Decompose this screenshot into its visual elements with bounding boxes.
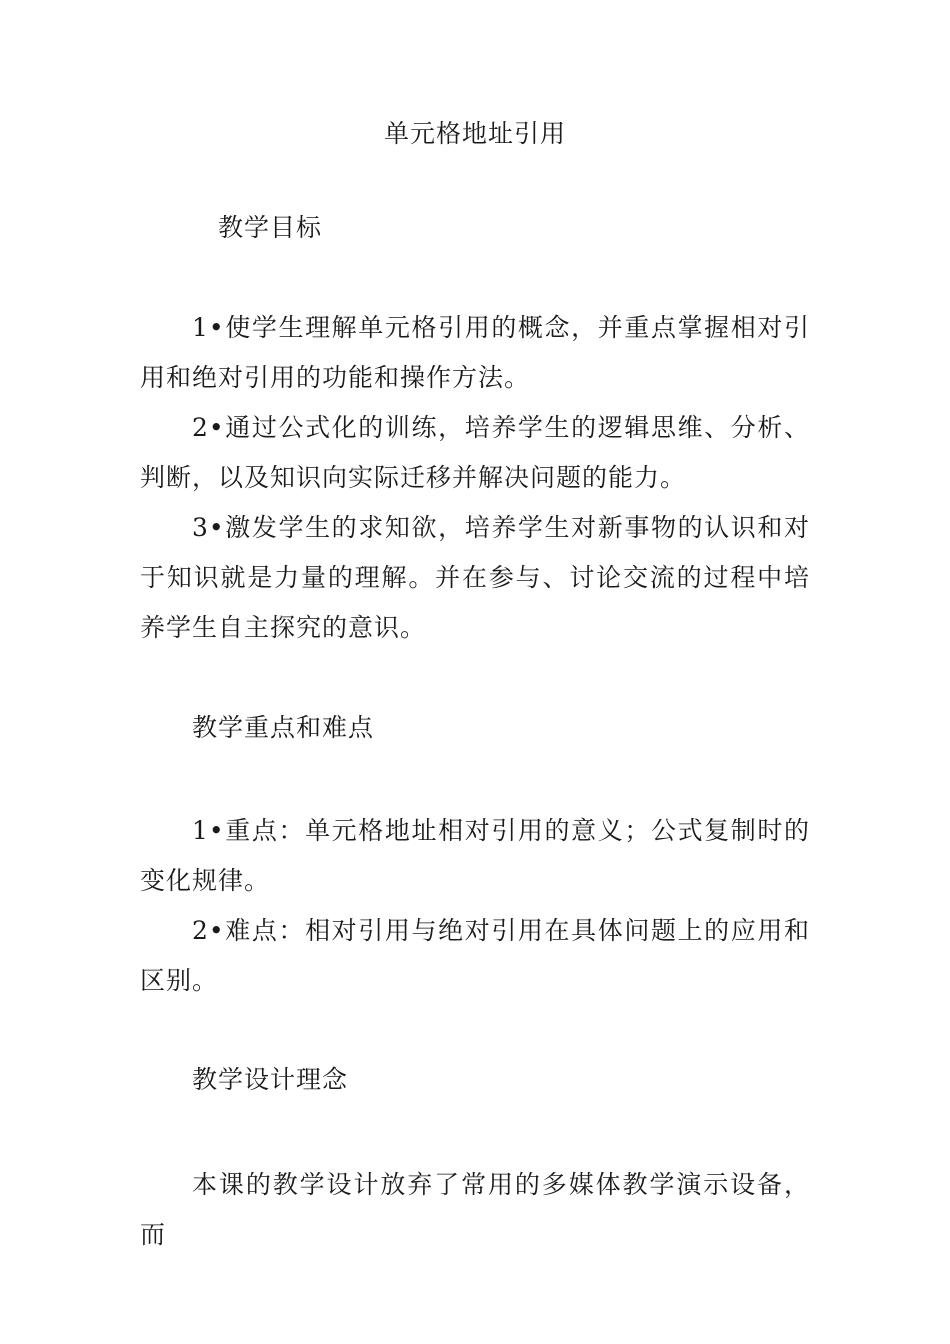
objective-item-1: 1•使学生理解单元格引用的概念，并重点掌握相对引用和绝对引用的功能和操作方法。: [140, 313, 810, 392]
section-heading-design-concept: 教学设计理念: [192, 1065, 349, 1094]
page-title: 单元格地址引用: [383, 119, 566, 148]
objective-item-3: 3•激发学生的求知欲，培养学生对新事物的认识和对于知识就是力量的理解。并在参与、讨论交流的过程中培养学生自主探究的意识。: [140, 513, 810, 642]
section-heading-key-points: 教学重点和难点: [192, 713, 375, 742]
key-point-item-2: 2•难点：相对引用与绝对引用在具体问题上的应用和区别。: [140, 916, 810, 995]
objective-item-2: 2•通过公式化的训练，培养学生的逻辑思维、分析、判断，以及知识向实际迁移并解决问题的能力。: [140, 413, 810, 492]
key-point-item-1: 1•重点：单元格地址相对引用的意义；公式复制时的变化规律。: [140, 816, 810, 895]
section-heading-objectives: 教学目标: [218, 213, 323, 242]
design-concept-paragraph: 本课的教学设计放弃了常用的多媒体教学演示设备，而: [140, 1170, 810, 1249]
